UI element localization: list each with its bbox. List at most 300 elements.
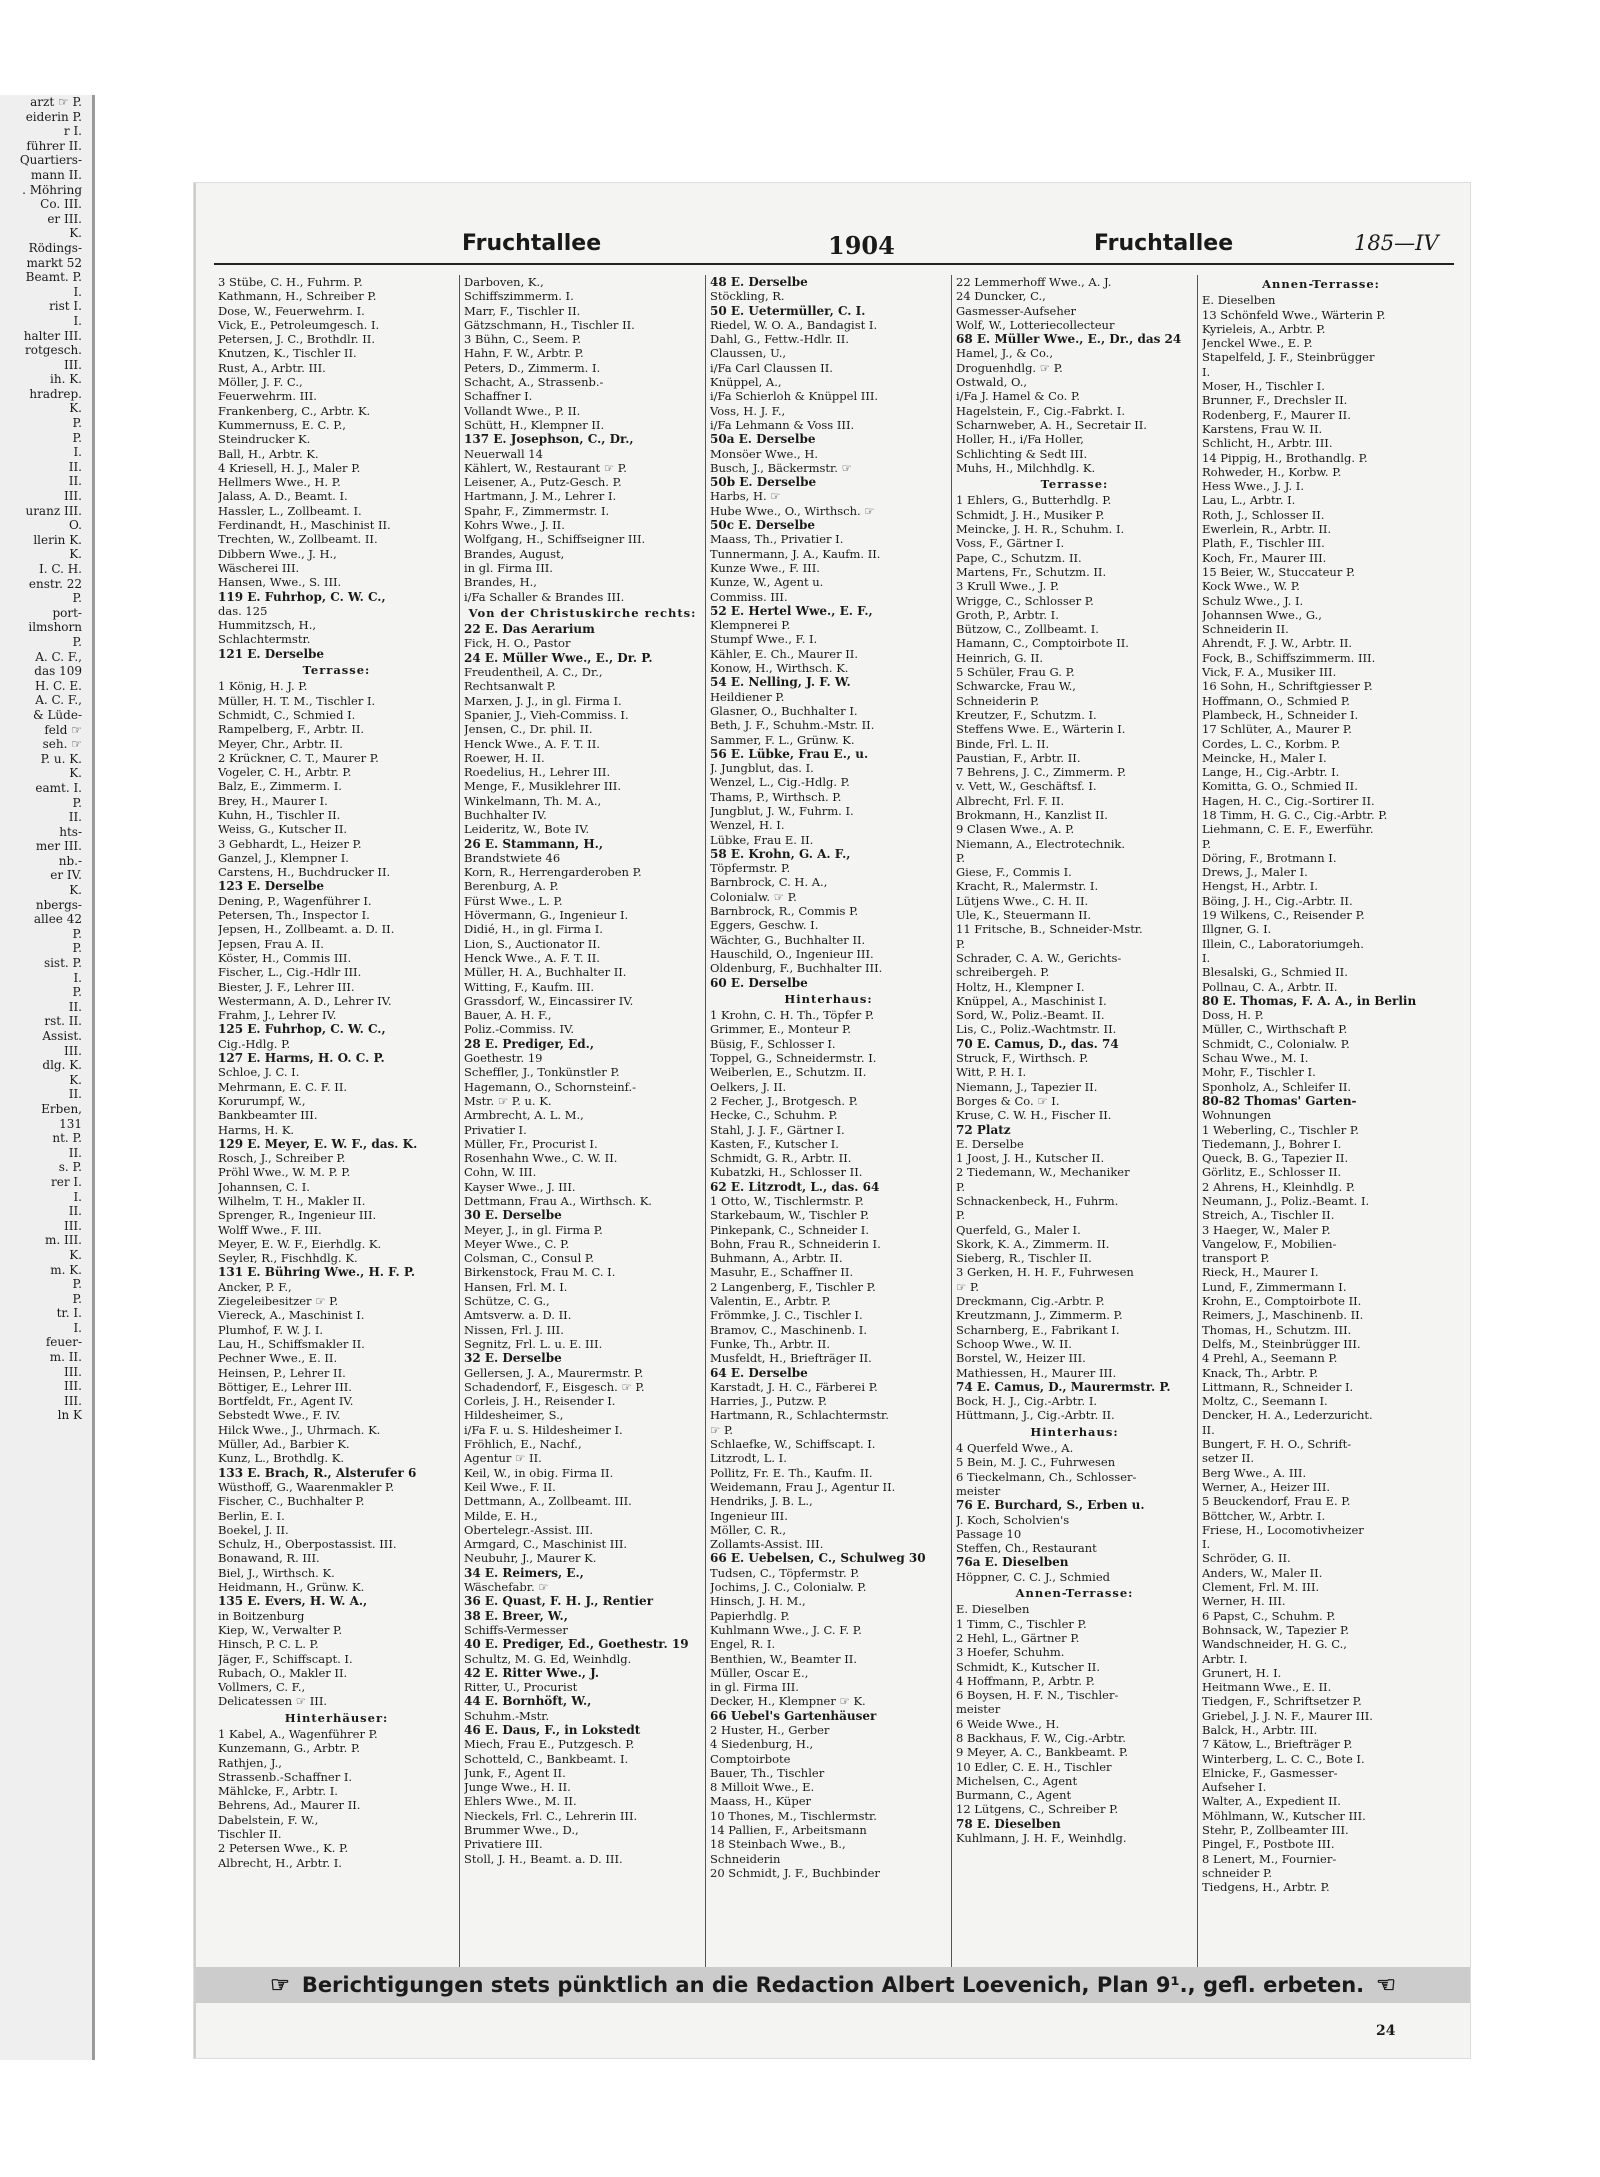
margin-fragment: II. <box>68 1145 82 1160</box>
directory-entry: Henck Wwe., A. F. T. II. <box>464 950 600 965</box>
directory-entry: Schiffs-Vermesser <box>464 1622 568 1637</box>
directory-entry: Berlin, E. I. <box>218 1508 285 1523</box>
directory-entry: Jepsen, Frau A. II. <box>218 936 324 951</box>
margin-fragment: das 109 <box>34 664 82 679</box>
directory-entry: Peters, D., Zimmerm. I. <box>464 360 601 375</box>
directory-entry: 7 Kätow, L., Briefträger P. <box>1202 1737 1353 1752</box>
directory-entry: Schloe, J. C. I. <box>218 1065 300 1080</box>
directory-entry: Witting, F., Kaufm. III. <box>464 979 595 994</box>
directory-entry: Paustian, F., Arbtr. II. <box>956 750 1081 765</box>
directory-entry: Dabelstein, F. W., <box>218 1812 319 1827</box>
directory-entry: Wolf, W., Lotteriecollecteur <box>956 317 1115 332</box>
directory-entry: Schwarcke, Frau W., <box>956 679 1076 694</box>
directory-entry: Bortfeldt, Fr., Agent IV. <box>218 1394 354 1409</box>
directory-entry: 20 Schmidt, J. F., Buchbinder <box>710 1865 880 1880</box>
house-number-entry: 68 E. Müller Wwe., E., Dr., das 24 <box>956 332 1182 347</box>
directory-entry: Winkelmann, Th. M. A., <box>464 793 602 808</box>
directory-entry: Meincke, J. H. R., Schuhm. I. <box>956 522 1125 537</box>
house-number-entry: 123 E. Derselbe <box>218 879 325 894</box>
directory-entry: Balck, H., Arbtr. III. <box>1202 1722 1318 1737</box>
margin-fragment: eamt. I. <box>35 780 82 795</box>
directory-entry: 7 Behrens, J. C., Zimmerm. P. <box>956 765 1127 780</box>
margin-fragment: nt. P. <box>52 1131 82 1146</box>
directory-entry: i/Fa Lehmann & Voss III. <box>710 417 855 432</box>
directory-entry: Rechtsanwalt P. <box>464 679 556 694</box>
directory-entry: Karstadt, J. H. C., Färberei P. <box>710 1379 878 1394</box>
directory-entry: Wolfgang, H., Schiffseigner III. <box>464 532 646 547</box>
directory-entry: Kummernuss, E. C. P., <box>218 417 346 432</box>
margin-fragment: llerin K. <box>33 532 82 547</box>
directory-entry: 2 Huster, H., Gerber <box>710 1722 830 1737</box>
directory-entry: Rodenberg, F., Maurer II. <box>1202 407 1351 422</box>
directory-entry: Ostwald, O., <box>956 375 1028 390</box>
directory-entry: 6 Boysen, H. F. N., Tischler- <box>956 1688 1119 1703</box>
directory-entry: Decker, H., Klempner ☞ K. <box>710 1694 866 1709</box>
directory-entry: Bankbeamter III. <box>218 1108 318 1123</box>
house-number-entry: 44 E. Bornhöft, W., <box>464 1694 592 1709</box>
directory-entry: Wrigge, C., Schlosser P. <box>956 593 1094 608</box>
directory-entry: 8 Backhaus, F. W., Cig.-Arbtr. <box>956 1730 1126 1745</box>
directory-entry: Menge, F., Musiklehrer III. <box>464 779 621 794</box>
directory-entry: Muhs, H., Milchhdlg. K. <box>956 460 1096 475</box>
directory-entry: Schmidt, J. H., Musiker P. <box>956 507 1105 522</box>
directory-entry: Masuhr, E., Schaffner II. <box>710 1265 854 1280</box>
directory-entry: J. Jungblut, das. I. <box>710 761 814 776</box>
directory-entry: Gasmesser-Aufseher <box>956 303 1077 318</box>
directory-entry: Bungert, F. H. O., Schrift- <box>1202 1437 1352 1452</box>
directory-entry: Reimers, J., Maschinenb. II. <box>1202 1308 1364 1323</box>
directory-entry: Ferdinandt, H., Maschinist II. <box>218 518 391 533</box>
directory-entry: Dening, P., Wagenführer I. <box>218 893 372 908</box>
directory-entry: Sieberg, R., Tischler II. <box>956 1251 1092 1266</box>
house-number-entry: 64 E. Derselbe <box>710 1365 808 1380</box>
directory-entry: Schulz Wwe., J. I. <box>1202 593 1304 608</box>
directory-entry: Dreckmann, Cig.-Arbtr. P. <box>956 1294 1105 1309</box>
directory-entry: Ganzel, J., Klempner I. <box>218 850 349 865</box>
directory-entry: Frankenberg, C., Arbtr. K. <box>218 403 371 418</box>
directory-entry: Jäger, F., Schiffscapt. I. <box>218 1651 353 1666</box>
directory-entry: Keil Wwe., F. II. <box>464 1479 556 1494</box>
directory-entry: Kayser Wwe., J. III. <box>464 1179 576 1194</box>
directory-entry: Struck, F., Wirthsch. P. <box>956 1051 1089 1066</box>
directory-entry: Böing, J. H., Cig.-Arbtr. II. <box>1202 893 1353 908</box>
directory-entry: Hoffmann, O., Schmied P. <box>1202 693 1350 708</box>
directory-entry: Colonialw. ☞ P. <box>710 889 797 904</box>
directory-entry: Lis, C., Poliz.-Wachtmstr. II. <box>956 1022 1117 1037</box>
directory-entry: Barnbrock, C. H. A., <box>710 875 828 890</box>
directory-entry: 1 Timm, C., Tischler P. <box>956 1616 1087 1631</box>
margin-fragment: K. <box>69 766 82 781</box>
directory-entry: Jungblut, J. W., Fuhrm. I. <box>710 803 854 818</box>
margin-fragment: 131 <box>59 1116 82 1131</box>
section-heading: Hinterhaus: <box>1030 1424 1119 1439</box>
directory-entry: 1 Ehlers, G., Butterhdlg. P. <box>956 493 1112 508</box>
directory-entry: 3 Krull Wwe., J. P. <box>956 579 1060 594</box>
directory-entry: Bock, H. J., Cig.-Arbtr. I. <box>956 1394 1098 1409</box>
corrections-notice <box>196 1967 1470 2003</box>
margin-fragment: A. C. F., <box>35 693 82 708</box>
directory-entry: Knutzen, K., Tischler II. <box>218 346 357 361</box>
directory-entry: P. <box>956 1208 966 1223</box>
directory-entry: Müller, Fr., Procurist I. <box>464 1136 598 1151</box>
margin-fragment: r I. <box>63 124 82 139</box>
directory-entry: Illein, C., Laboratoriumgeh. <box>1202 936 1364 951</box>
directory-entry: Schacht, A., Strassenb.- <box>464 375 604 390</box>
directory-entry: Eggers, Geschw. I. <box>710 918 819 933</box>
house-number-entry: 32 E. Derselbe <box>464 1351 562 1366</box>
directory-entry: Skork, K. A., Zimmerm. II. <box>956 1236 1110 1251</box>
directory-entry: Schoop Wwe., W. II. <box>956 1336 1072 1351</box>
directory-entry: Junk, F., Agent II. <box>464 1765 566 1780</box>
directory-entry: Wenzel, L., Cig.-Hdlg. P. <box>710 775 850 790</box>
directory-entry: Bauer, Th., Tischler <box>710 1765 825 1780</box>
directory-entry: Böttiger, E., Lehrer III. <box>218 1379 352 1394</box>
directory-entry: Böttcher, W., Arbtr. I. <box>1202 1508 1326 1523</box>
pointing-hand-right-icon: ☜ <box>1376 1972 1396 1998</box>
directory-entry: Fürst Wwe., L. P. <box>464 893 563 908</box>
directory-entry: Milde, E. H., <box>464 1508 538 1523</box>
directory-entry: Heidmann, H., Grünw. K. <box>218 1580 365 1595</box>
margin-fragment: enstr. 22 <box>28 576 82 591</box>
directory-entry: 5 Schüler, Frau G. P. <box>956 665 1075 680</box>
margin-fragment: I. <box>73 445 82 460</box>
directory-entry: Griebel, J. J. N. F., Maurer III. <box>1202 1708 1373 1723</box>
house-number-entry: 30 E. Derselbe <box>464 1208 562 1223</box>
directory-entry: Behrens, Ad., Maurer II. <box>218 1798 361 1813</box>
margin-fragment: P. u. K. <box>40 751 82 766</box>
house-number-entry: 50b E. Derselbe <box>710 475 817 490</box>
directory-entry: Gätzschmann, H., Tischler II. <box>464 317 635 332</box>
directory-entry: Pingel, F., Postbote III. <box>1202 1837 1335 1852</box>
pointing-hand-left-icon: ☞ <box>270 1972 290 1998</box>
directory-entry: Ingenieur III. <box>710 1508 788 1523</box>
margin-fragment: K. <box>69 547 82 562</box>
house-number-entry: 50c E. Derselbe <box>710 518 816 533</box>
directory-entry: Privatier I. <box>464 1122 527 1137</box>
house-number-entry: 22 E. Das Aerarium <box>464 622 595 637</box>
directory-entry: Spanier, J., Vieh-Commiss. I. <box>464 707 629 722</box>
directory-entry: Fröhlich, E., Nachf., <box>464 1437 582 1452</box>
directory-entry: 2 Tiedemann, W., Mechaniker <box>956 1165 1130 1180</box>
directory-entry: 6 Weide Wwe., H. <box>956 1716 1060 1731</box>
corrections-text: Berichtigungen stets pünktlich an die Redaction Albert Loevenich, Plan 9¹., gefl. erbeten. <box>301 1973 1365 1997</box>
directory-entry: Scheffler, J., Tonkünstler P. <box>464 1065 620 1080</box>
directory-entry: Bonawand, R. III. <box>218 1551 320 1566</box>
directory-entry: 11 Fritsche, B., Schneider-Mstr. <box>956 922 1143 937</box>
directory-entry: Meincke, H., Maler I. <box>1202 750 1327 765</box>
directory-entry: transport P. <box>1202 1251 1270 1266</box>
directory-entry: Kock Wwe., W. P. <box>1202 579 1300 594</box>
directory-entry: Holtz, H., Klempner I. <box>956 979 1085 994</box>
directory-entry: Neuerwall 14 <box>464 446 543 461</box>
directory-entry: Petersen, J. C., Brothdlr. II. <box>218 332 375 347</box>
directory-entry: Kunze, W., Agent u. <box>710 575 824 590</box>
directory-entry: Müller, Ad., Barbier K. <box>218 1437 350 1452</box>
directory-entry: Monsöer Wwe., H. <box>710 446 819 461</box>
section-heading: Annen-Terrasse: <box>1262 277 1380 291</box>
margin-fragment: rer I. <box>51 1174 82 1189</box>
directory-entry: 6 Papst, C., Schuhm. P. <box>1202 1608 1336 1623</box>
directory-entry: Cig.-Hdlg. P. <box>218 1036 291 1051</box>
directory-entry: II. <box>1202 1422 1215 1437</box>
directory-entry: Obertelegr.-Assist. III. <box>464 1522 594 1537</box>
directory-entry: Höppner, C. C. J., Schmied <box>956 1569 1110 1584</box>
margin-fragment: rst. II. <box>44 1014 82 1029</box>
directory-entry: Hahn, F. W., Arbtr. P. <box>464 346 584 361</box>
directory-entry: Kubatzki, H., Schlosser II. <box>710 1165 863 1180</box>
directory-entry: 2 Ahrens, H., Kleinhdlg. P. <box>1202 1179 1355 1194</box>
directory-entry: Doss, H. P. <box>1202 1008 1264 1023</box>
directory-entry: Delicatessen ☞ III. <box>218 1694 328 1709</box>
house-number-entry: 60 E. Derselbe <box>710 975 808 990</box>
house-number-entry: 80 E. Thomas, F. A. A., in Berlin <box>1202 993 1417 1008</box>
margin-fragment: III. <box>63 1218 82 1233</box>
directory-entry: Hansen, Frl. M. I. <box>464 1279 568 1294</box>
directory-entry: Hagen, H. C., Cig.-Sortirer II. <box>1202 793 1375 808</box>
directory-entry: 9 Clasen Wwe., A. P. <box>956 822 1075 837</box>
directory-entry: Michelsen, C., Agent <box>956 1773 1078 1788</box>
directory-entry: Hartmann, R., Schlachtermstr. <box>710 1408 889 1423</box>
directory-entry: Köster, H., Commis III. <box>218 950 352 965</box>
directory-entry: 4 Hoffmann, P., Arbtr. P. <box>956 1673 1095 1688</box>
directory-entry: Müller, C., Wirthschaft P. <box>1202 1022 1348 1037</box>
directory-entry: Passage 10 <box>956 1526 1022 1541</box>
directory-entry: Hendriks, J. B. L., <box>710 1494 813 1509</box>
directory-entry: Scharnberg, E., Fabrikant I. <box>956 1322 1120 1337</box>
directory-entry: Dahl, G., Fettw.-Hdlr. II. <box>710 332 849 347</box>
directory-entry: Ziegeleibesitzer ☞ P. <box>218 1294 339 1309</box>
directory-entry: Mehrmann, E. C. F. II. <box>218 1079 348 1094</box>
directory-entry: Giese, F., Commis I. <box>956 865 1072 880</box>
directory-entry: Leideritz, W., Bote IV. <box>464 822 590 837</box>
directory-entry: Petersen, Th., Inspector I. <box>218 908 370 923</box>
directory-entry: Fock, B., Schiffszimmerm. III. <box>1202 650 1376 665</box>
directory-entry: I. <box>1202 364 1211 379</box>
directory-entry: Maass, H., Küper <box>710 1794 812 1809</box>
directory-entry: Martens, Fr., Schutzm. II. <box>956 564 1107 579</box>
house-number-entry: 50 E. Uetermüller, C. I. <box>710 303 866 318</box>
directory-entry: Marxen, J. J., in gl. Firma I. <box>464 693 622 708</box>
margin-fragment: nbergs- <box>35 897 82 912</box>
directory-entry: Stehr, P., Zollbeamter III. <box>1202 1823 1349 1838</box>
directory-entry: Schlachtermstr. <box>218 632 311 647</box>
directory-entry: Vick, F. A., Musiker III. <box>1202 665 1337 680</box>
directory-entry: Balz, E., Zimmerm. I. <box>218 779 342 794</box>
directory-entry: 1 Weberling, C., Tischler P. <box>1202 1122 1359 1137</box>
directory-entry: Wenzel, H. I. <box>710 818 785 833</box>
directory-entry: Steindrucker K. <box>218 432 311 447</box>
house-number-entry: 133 E. Brach, R., Alsterufer 6 <box>218 1465 417 1480</box>
directory-entry: Hellmers Wwe., H. P. <box>218 475 341 490</box>
directory-entry: 10 Thones, M., Tischlermstr. <box>710 1808 877 1823</box>
directory-entry: Nissen, Frl. J. III. <box>464 1322 564 1337</box>
directory-entry: 3 Hoefer, Schuhm. <box>956 1645 1065 1660</box>
directory-entry: Droguenhdlg. ☞ P. <box>956 360 1063 375</box>
directory-entry: Weiss, G., Kutscher II. <box>218 822 348 837</box>
directory-entry: Illgner, G. I. <box>1202 922 1272 937</box>
directory-entry: Tiedemann, J., Bohrer I. <box>1202 1136 1342 1151</box>
directory-entry: Schuhm.-Mstr. <box>464 1708 550 1723</box>
directory-entry: Westermann, A. D., Lehrer IV. <box>218 993 392 1008</box>
directory-entry: Schmidt, C., Colonialw. P. <box>1202 1036 1350 1051</box>
directory-entry: Fischer, C., Buchhalter P. <box>218 1494 365 1509</box>
directory-entry: P. <box>956 850 966 865</box>
directory-entry: 9 Meyer, A. C., Bankbeamt. P. <box>956 1745 1128 1760</box>
house-number-entry: 38 E. Breer, W., <box>464 1608 568 1623</box>
directory-entry: Schneiderin <box>710 1851 781 1866</box>
street-title-right: Fruchtallee <box>1094 231 1234 256</box>
directory-entry: Plath, F., Tischler III. <box>1202 536 1325 551</box>
directory-entry: Beth, J. F., Schuhm.-Mstr. II. <box>710 718 875 733</box>
margin-fragment: halter III. <box>23 328 82 343</box>
directory-entry: Vollmers, C. F., <box>218 1680 306 1695</box>
directory-entry: Groth, P., Arbtr. I. <box>956 607 1059 622</box>
directory-entry: Thomas, H., Schutzm. III. <box>1202 1322 1352 1337</box>
margin-fragment: m. K. <box>50 1262 82 1277</box>
page-header <box>214 223 1454 265</box>
directory-entry: Lütjens Wwe., C. H. II. <box>956 893 1089 908</box>
directory-entry: Werner, H. III. <box>1202 1594 1286 1609</box>
house-number-entry: 129 E. Meyer, E. W. F., das. K. <box>218 1136 418 1151</box>
margin-fragment: P. <box>72 926 82 941</box>
directory-entry: 3 Gerken, H. H. F., Fuhrwesen <box>956 1265 1134 1280</box>
margin-fragment: P. <box>72 985 82 1000</box>
directory-entry: Gellersen, J. A., Maurermstr. P. <box>464 1365 644 1380</box>
directory-entry: Hummitzsch, H., <box>218 618 317 633</box>
directory-entry: Knüppel, A., Maschinist I. <box>956 993 1107 1008</box>
directory-entry: Grassdorf, W., Eincassirer IV. <box>464 993 634 1008</box>
margin-fragment: rotgesch. <box>25 343 82 358</box>
directory-entry: i/Fa J. Hamel & Co. P. <box>956 389 1081 404</box>
directory-entry: Borstel, W., Heizer III. <box>956 1351 1086 1366</box>
directory-entry: Schütt, H., Klempner II. <box>464 417 605 432</box>
directory-entry: Boekel, J. II. <box>218 1522 289 1537</box>
directory-entry: P. <box>956 936 966 951</box>
directory-entry: Sponholz, A., Schleifer II. <box>1202 1079 1352 1094</box>
margin-fragment: eiderin P. <box>25 109 82 124</box>
directory-entry: 14 Pallien, F., Arbeitsmann <box>710 1823 867 1838</box>
margin-fragment: I. <box>73 970 82 985</box>
directory-entry: v. Vett, W., Geschäftsf. I. <box>956 779 1097 794</box>
directory-entry: Hamel, J., & Co., <box>956 346 1053 361</box>
directory-entry: Colsman, C., Consul P. <box>464 1251 594 1266</box>
margin-fragment: K. <box>69 1072 82 1087</box>
directory-entry: Jalass, A. D., Beamt. I. <box>218 489 348 504</box>
directory-entry: Kunzemann, G., Arbtr. P. <box>218 1741 361 1756</box>
directory-entry: Konow, H., Wirthsch. K. <box>710 661 849 676</box>
directory-entry: 3 Stübe, C. H., Fuhrm. P. <box>218 275 363 289</box>
directory-entry: Brunner, F., Drechsler II. <box>1202 393 1348 408</box>
directory-entry: Litzrodt, L. I. <box>710 1451 787 1466</box>
house-number-entry: 135 E. Evers, H. W. A., <box>218 1594 368 1609</box>
margin-fragment: & Lüde- <box>32 707 82 722</box>
house-number-entry: 50a E. Derselbe <box>710 432 816 447</box>
directory-entry: Rust, A., Arbtr. III. <box>218 360 326 375</box>
margin-fragment: K. <box>69 401 82 416</box>
directory-entry: Rohweder, H., Korbw. P. <box>1202 464 1342 479</box>
directory-entry: Meyer Wwe., C. P. <box>464 1236 570 1251</box>
directory-entry: Meyer, Chr., Arbtr. II. <box>218 736 343 751</box>
directory-entry: Toppel, G., Schneidermstr. I. <box>710 1051 877 1066</box>
directory-entry: 5 Beuckendorf, Frau E. P. <box>1202 1494 1351 1509</box>
directory-entry: Privatiere III. <box>464 1837 543 1852</box>
margin-fragment: H. C. E. <box>34 678 82 693</box>
directory-entry: Zollamts-Assist. III. <box>710 1537 824 1552</box>
directory-entry: Neubuhr, J., Maurer K. <box>464 1551 597 1566</box>
directory-entry: Strassenb.-Schaffner I. <box>218 1769 353 1784</box>
directory-entry: i/Fa Schierloh & Knüppel III. <box>710 389 879 404</box>
directory-page <box>194 183 1470 2058</box>
margin-fragment: er III. <box>47 211 82 226</box>
directory-entry: Glasner, O., Buchhalter I. <box>710 703 858 718</box>
directory-entry: Stoll, J. H., Beamt. a. D. III. <box>464 1851 623 1866</box>
directory-entry: 1 König, H. J. P. <box>218 679 308 694</box>
directory-entry: Schulz, H., Oberpostassist. III. <box>218 1537 397 1552</box>
directory-entry: Niemann, J., Tapezier II. <box>956 1079 1098 1094</box>
previous-page-margin <box>0 95 95 2060</box>
directory-entry: in gl. Firma III. <box>464 560 553 575</box>
directory-entry: Ritter, U., Procurist <box>464 1680 578 1695</box>
section-heading: Terrasse: <box>302 663 371 678</box>
directory-entry: Voss, H. J. F., <box>710 403 786 418</box>
directory-entry: Ancker, P. F., <box>218 1279 292 1294</box>
directory-entry: 8 Milloit Wwe., E. <box>710 1780 815 1795</box>
directory-entry: Kruse, C. W. H., Fischer II. <box>956 1108 1112 1123</box>
directory-entry: Papierhdlg. P. <box>710 1608 790 1623</box>
directory-entry: Kreutzmann, J., Zimmerm. P. <box>956 1308 1123 1323</box>
directory-entry: Hengst, H., Arbtr. I. <box>1202 879 1318 894</box>
house-number-entry: 28 E. Prediger, Ed., <box>464 1036 595 1051</box>
directory-entry: Schlaefke, W., Schiffscapt. I. <box>710 1437 876 1452</box>
margin-fragment: ih. K. <box>50 372 82 387</box>
margin-fragment: arzt ☞ P. <box>30 95 82 109</box>
directory-entry: Viereck, A., Maschinist I. <box>218 1308 365 1323</box>
directory-entry: Frömmke, J. C., Tischler I. <box>710 1308 863 1323</box>
directory-entry: Neumann, J., Poliz.-Beamt. I. <box>1202 1194 1370 1208</box>
directory-entry: Rampelberg, F., Arbtr. II. <box>218 722 365 737</box>
margin-fragment: ilmshorn <box>28 620 82 635</box>
directory-entry: Binde, Frl. L. II. <box>956 736 1050 751</box>
house-number-entry: 52 E. Hertel Wwe., E. F., <box>710 603 873 618</box>
house-number-entry: 24 E. Müller Wwe., E., Dr. P. <box>464 650 653 665</box>
directory-entry: Cordes, L. C., Korbm. P. <box>1202 736 1341 751</box>
directory-entry: i/Fa F. u. S. Hildesheimer I. <box>464 1422 623 1437</box>
directory-entry: Sprenger, R., Ingenieur III. <box>218 1208 377 1223</box>
margin-fragment: II. <box>68 1087 82 1102</box>
directory-entry: Armgard, C., Maschinist III. <box>464 1537 628 1552</box>
directory-entry: ☞ P. <box>956 1279 980 1294</box>
directory-entry: Schröder, G. II. <box>1202 1551 1291 1566</box>
house-number-entry: 74 E. Camus, D., Maurermstr. P. <box>956 1379 1171 1394</box>
margin-fragment: seh. ☞ <box>42 737 82 752</box>
directory-entry: Tunnermann, J. A., Kaufm. II. <box>710 546 881 561</box>
directory-entry: 13 Schönfeld Wwe., Wärterin P. <box>1202 307 1386 322</box>
directory-entry: Queck, B. G., Tapezier II. <box>1202 1151 1349 1166</box>
margin-fragment: O. <box>69 518 82 533</box>
directory-entry: Wächter, G., Buchhalter II. <box>710 932 866 947</box>
margin-fragment: port- <box>52 605 82 620</box>
margin-fragment: Quartiers- <box>19 153 82 168</box>
directory-entry: i/Fa Carl Claussen II. <box>710 360 833 375</box>
directory-entry: Anders, W., Maler II. <box>1202 1565 1323 1580</box>
directory-entry: Bramov, C., Maschinenb. I. <box>710 1322 867 1337</box>
directory-entry: Weidemann, Frau J., Agentur II. <box>710 1479 896 1494</box>
directory-entry: Tiedgen, F., Schriftsetzer P. <box>1202 1694 1362 1709</box>
directory-entry: Benthien, W., Beamter II. <box>710 1651 858 1666</box>
directory-entry: Lion, S., Auctionator II. <box>464 936 601 951</box>
directory-entry: Didié, H., in gl. Firma I. <box>464 922 603 937</box>
house-number-entry: 125 E. Fuhrhop, C. W. C., <box>218 1022 386 1037</box>
